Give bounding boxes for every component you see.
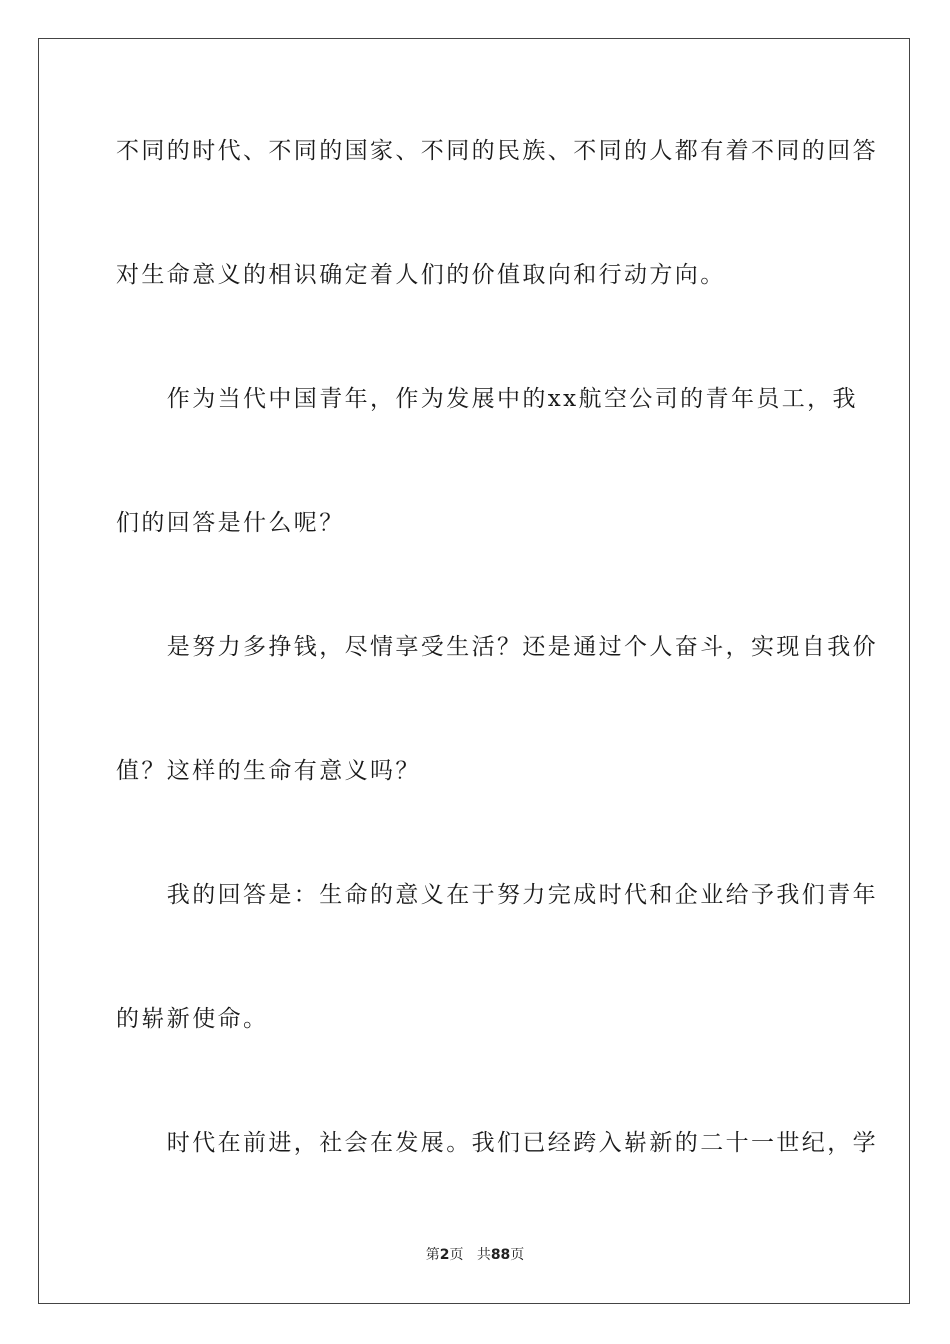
text-line-9: 时代在前进，社会在发展。我们已经跨入崭新的二十一世纪，学 (116, 1130, 878, 1156)
text-line-1: 不同的时代、不同的国家、不同的民族、不同的人都有着不同的回答 (116, 138, 878, 164)
page-border (38, 38, 910, 1304)
page-prefix: 第 (425, 1247, 440, 1263)
total-suffix: 页 (510, 1247, 525, 1263)
total-pages: 88 (490, 1247, 511, 1263)
text-line-3: 作为当代中国青年，作为发展中的xx航空公司的青年员工，我 (116, 386, 858, 412)
text-line-4: 们的回答是什么呢？ (116, 510, 345, 536)
text-line-6: 值？这样的生命有意义吗？ (116, 758, 421, 784)
total-prefix: 共 (476, 1247, 491, 1263)
page-number: 2 (439, 1247, 450, 1263)
page-footer (0, 1244, 950, 1264)
text-line-2: 对生命意义的相识确定着人们的价值取向和行动方向。 (116, 262, 726, 288)
text-line-5: 是努力多挣钱，尽情享受生活？还是通过个人奋斗，实现自我价 (116, 634, 878, 660)
text-line-7: 我的回答是：生命的意义在于努力完成时代和企业给予我们青年 (116, 882, 878, 908)
text-line-8: 的崭新使命。 (116, 1006, 269, 1032)
page-suffix: 页 (449, 1247, 464, 1263)
